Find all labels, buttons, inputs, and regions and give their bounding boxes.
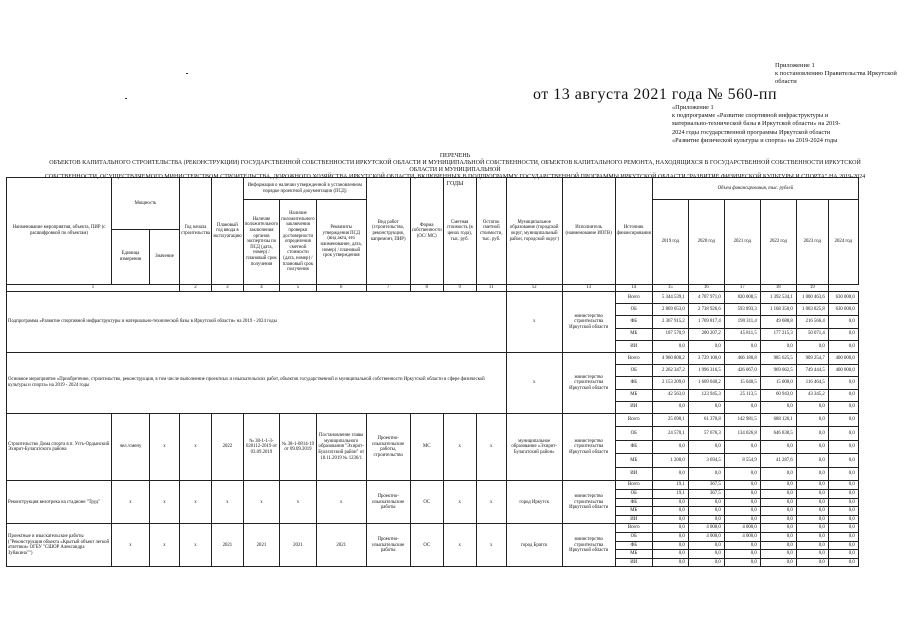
funding-value-cell: 0,0 [796, 427, 828, 441]
funding-value-cell: 0,0 [760, 550, 796, 559]
sub-appendix-line-4: 2024 годы государственной программы Иркутской области [672, 128, 831, 136]
funding-value-cell: 0,0 [828, 541, 858, 550]
funding-value-cell: 0,0 [796, 532, 828, 541]
funding-source-cell: ИИ [615, 558, 652, 567]
funding-source-cell: ФБ [615, 541, 652, 550]
row-work: Проектно-изыскательские работы, строительство [366, 413, 410, 481]
funding-value-cell: 0,0 [652, 340, 688, 352]
funding-value-cell: 1 200,0 [652, 454, 688, 468]
row-d2: 2021 [280, 524, 316, 567]
funding-value-cell: 24 570,1 [652, 427, 688, 441]
row-executor: министерство строительства Иркутской области [562, 413, 615, 481]
funding-source-cell: ФБ [615, 440, 652, 454]
funding-value-cell: 4 960 808,2 [652, 352, 688, 364]
funding-value-cell: 0,0 [652, 550, 688, 559]
column-number: 18 [760, 285, 796, 292]
head-docs-approval: Реквизиты утверждения ПСД (вид акта, его наименование, дата, номер) / плановый срок утверждения [316, 200, 366, 285]
head-value: Значение [150, 230, 180, 285]
funding-value-cell: 1 769 817,4 [688, 316, 724, 328]
funding-value-cell: 0,0 [688, 440, 724, 454]
row-year-end: 2022 [212, 413, 244, 481]
row-own: ОС [410, 481, 443, 524]
head-year-2024: 2024 год [828, 200, 858, 285]
funding-value-cell: 0,0 [652, 515, 688, 524]
funding-value-cell: 400 000,0 [828, 352, 858, 364]
funding-value-cell: 367,5 [688, 481, 724, 490]
funding-value-cell: 134 026,8 [724, 427, 760, 441]
head-name: Наименование мероприятия, объекта, ПИР (с расшифровкой по объектам) [7, 178, 112, 285]
funding-source-cell: МБ [615, 389, 652, 401]
column-number: 16 [688, 285, 724, 292]
row-d2: № 38-1-0814-19 от 09.09.2019 [280, 413, 316, 481]
funding-value-cell: 1 168 350,0 [760, 304, 796, 316]
funding-value-cell: 4 000,0 [688, 524, 724, 533]
funding-value-cell: 43 345,2 [796, 389, 828, 401]
title-line-1: ПЕРЕЧЕНЬ [439, 153, 471, 159]
funding-value-cell: 0,0 [828, 467, 858, 481]
head-unit: Единица измерения [112, 230, 150, 285]
funding-value-cell: 0,0 [724, 550, 760, 559]
row-municipality: х [506, 292, 562, 353]
funding-value-cell: 0,0 [828, 389, 858, 401]
row-year-start: х [180, 524, 212, 567]
funding-value-cell: 2 262 347,2 [652, 365, 688, 377]
funding-value-cell: 2 738 926,6 [688, 304, 724, 316]
funding-value-cell: 107 570,9 [652, 328, 688, 340]
funding-value-cell: 5 344 539,1 [652, 292, 688, 304]
row-name: Подпрограмма «Развитие спортивной инфраструктуры и материально-технической базы в Иркутской области» на 2019 - 2024 годы [7, 292, 507, 353]
funding-value-cell: 4 000,0 [724, 524, 760, 533]
funding-value-cell: 0,0 [724, 401, 760, 413]
row-d1: х [243, 481, 279, 524]
funding-value-cell: 3 694,5 [688, 454, 724, 468]
funding-value-cell: 0,0 [828, 454, 858, 468]
funding-value-cell: 60 943,0 [760, 389, 796, 401]
funding-value-cell: 0,0 [796, 515, 828, 524]
funding-source-cell: ОБ [615, 365, 652, 377]
funding-value-cell: 0,0 [724, 340, 760, 352]
funding-value-cell: 0,0 [760, 541, 796, 550]
table-row [7, 292, 859, 304]
funding-source-cell: ФБ [615, 498, 652, 507]
row-name: Строительство Дома спорта в п. Усть-Ордынский Эхирит-Булагатского района [7, 413, 112, 481]
column-number: 15 [652, 285, 688, 292]
funding-source-cell: ОБ [615, 489, 652, 498]
funding-value-cell: 25 113,5 [724, 389, 760, 401]
row-d3: х [316, 481, 366, 524]
row-executor: министерство строительства Иркутской области [562, 524, 615, 567]
funding-value-cell: 0,0 [724, 481, 760, 490]
table-row [7, 524, 859, 533]
funding-value-cell: 0,0 [760, 558, 796, 567]
funding-value-cell: 0,0 [652, 467, 688, 481]
funding-value-cell: 123 945,3 [688, 389, 724, 401]
funding-value-cell: 0,0 [796, 440, 828, 454]
funding-value-cell: 0,0 [652, 541, 688, 550]
funding-value-cell: 0,0 [828, 440, 858, 454]
funding-value-cell: 0,0 [828, 498, 858, 507]
funding-value-cell: 630 000,0 [828, 304, 858, 316]
funding-value-cell: 0,0 [688, 401, 724, 413]
row-value: х [150, 481, 180, 524]
row-own: МС [410, 413, 443, 481]
column-number: 11 [476, 285, 506, 292]
decree-line: от 13 августа 2021 года № 560-пп [533, 86, 778, 103]
funding-value-cell: 0,0 [828, 507, 858, 516]
head-docs-info: Информация о наличии утвержденной в установленном порядке проектной документации (ПСД) [243, 178, 366, 200]
funding-source-cell: ИИ [615, 340, 652, 352]
funding-value-cell: 630 000,0 [828, 292, 858, 304]
funding-value-cell: 466 180,8 [724, 352, 760, 364]
funding-value-cell: 0,0 [796, 454, 828, 468]
funding-source-cell: Всего [615, 292, 652, 304]
head-docs-positive: Наличие положительного заключения органов экспертизы по ПСД (дата, номер) / плановый срок получения [243, 200, 279, 285]
funding-value-cell: 0,0 [688, 541, 724, 550]
sub-appendix-line-1: «Приложение 1 [672, 104, 714, 111]
row-value: х [150, 524, 180, 567]
funding-value-cell: 57 676,3 [688, 427, 724, 441]
funding-value-cell: 4 000,0 [724, 532, 760, 541]
column-number: 5 [280, 285, 316, 292]
row-executor: министерство строительства Иркутской области [562, 481, 615, 524]
row-cost2: х [476, 413, 506, 481]
table-row [7, 481, 859, 490]
head-capacity: Мощность [112, 178, 180, 230]
funding-value-cell: 0,0 [760, 515, 796, 524]
row-name: Проектные и изыскательские работы ("Реконструкция объекта «Крытый объект легкой атлетики» ОГБУ "СШОР Александра Зубакина"") [7, 524, 112, 567]
funding-value-cell: 15 000,0 [760, 377, 796, 389]
head-year-2019: 2019 год [652, 200, 688, 285]
funding-value-cell: 49 688,8 [760, 316, 796, 328]
row-unit: чел./смену [112, 413, 150, 481]
funding-value-cell: 0,0 [796, 481, 828, 490]
head-year-end: Плановый год ввода в эксплуатацию [212, 178, 244, 285]
funding-value-cell: 0,0 [688, 507, 724, 516]
funding-value-cell: 688 126,1 [760, 413, 796, 427]
row-cost1: х [443, 413, 476, 481]
funding-value-cell: 0,0 [760, 532, 796, 541]
funding-value-cell: 25 690,1 [652, 413, 688, 427]
funding-value-cell: 0,0 [796, 413, 828, 427]
row-own: ОС [410, 524, 443, 567]
column-number: 13 [562, 285, 615, 292]
head-work-type: Вид работ (строительство, реконструкция, капремонт, ПИР) [366, 178, 410, 285]
head-docs-reliability: Наличие положительного заключения проверки достоверности определения сметной стоимости (дата, номер) / плановый срок получения [280, 200, 316, 285]
funding-value-cell: 985 625,5 [760, 352, 796, 364]
column-number: 6 [316, 285, 366, 292]
funding-value-cell: 200 207,2 [688, 328, 724, 340]
column-number: 4 [243, 285, 279, 292]
row-executor: министерство строительства Иркутской области [562, 352, 615, 413]
funding-value-cell: 0,0 [688, 498, 724, 507]
head-executor: Исполнитель (наименование ИОГВ) [562, 178, 615, 285]
funding-value-cell: 177 215,3 [760, 328, 796, 340]
row-cost2: х [476, 481, 506, 524]
funding-source-cell: Всего [615, 481, 652, 490]
funding-value-cell: 0,0 [760, 340, 796, 352]
sub-appendix-line-2: к подпрограмме «Развитие спортивной инфраструктуры и [672, 112, 829, 120]
head-year-2021: 2021 год [724, 200, 760, 285]
head-year-2020: 2020 год [688, 200, 724, 285]
funding-value-cell: 426 067,0 [724, 365, 760, 377]
funding-value-cell: 0,0 [688, 515, 724, 524]
funding-value-cell: 0,0 [796, 558, 828, 567]
funding-value-cell: 0,0 [828, 550, 858, 559]
row-value: х [150, 413, 180, 481]
appendix-line-2: к постановлению Правительства Иркутской области [775, 70, 897, 85]
funding-value-cell: 0,0 [652, 440, 688, 454]
row-unit: х [112, 524, 150, 567]
funding-value-cell: 0,0 [828, 413, 858, 427]
funding-value-cell: 0,0 [760, 401, 796, 413]
funding-source-cell: ИИ [615, 515, 652, 524]
funding-value-cell: 0,0 [828, 401, 858, 413]
funding-value-cell: 0,0 [828, 377, 858, 389]
funding-source-cell: ОБ [615, 427, 652, 441]
funding-value-cell: 41 287,6 [760, 454, 796, 468]
funding-value-cell: 1 609 040,2 [688, 377, 724, 389]
row-municipality: муниципальное образование «Эхирит-Булагатский район» [506, 413, 562, 481]
funding-value-cell: 50 071,4 [796, 328, 828, 340]
funding-value-cell: 0,0 [796, 489, 828, 498]
objects-table [6, 177, 859, 567]
funding-value-cell: 1 996 316,5 [688, 365, 724, 377]
funding-value-cell: 0,0 [828, 427, 858, 441]
funding-value-cell: 0,0 [724, 440, 760, 454]
row-year-start: х [180, 413, 212, 481]
funding-value-cell: 0,0 [760, 467, 796, 481]
row-name: Основное мероприятие «Приобретение, строительство, реконструкция, в том числе выполнение проектных и изыскательских работ, объектов государственной и муниципальной собственности Иркутской области в сфере физической культуры и спорта» на 2019 - 2024 годы [7, 352, 507, 413]
head-year-2022: 2022 год [760, 200, 796, 285]
funding-value-cell: 0,0 [688, 467, 724, 481]
row-d1: № 38-1-1-3-020112-2019 от 03.09.2019 [243, 413, 279, 481]
funding-value-cell: 0,0 [724, 515, 760, 524]
column-number: 1 [7, 285, 180, 292]
funding-value-cell: 61 370,8 [688, 413, 724, 427]
title-line-2: ОБЪЕКТОВ КАПИТАЛЬНОГО СТРОИТЕЛЬСТВА (РЕКОНСТРУКЦИИ) ГОСУДАРСТВЕННОЙ СОБСТВЕННОСТИ ИРКУТСКОЙ ОБЛАСТИ И МУНИЦИПАЛЬНОЙ СОБСТВЕННОСТИ, ОБЪЕКТОВ КАПИТАЛЬНОГО РЕМОНТА, НАХОДЯЩИХСЯ В ГОСУДАРСТВЕННОЙ СОБСТВЕННОСТИ ИРКУТСКОЙ ОБЛАСТИ И МУНИЦИПАЛЬНОЙ [49, 160, 861, 173]
head-year-start: Год начала строительства [180, 178, 212, 285]
funding-source-cell: МБ [615, 550, 652, 559]
head-cost-estimate: Сметная стоимость (в ценах года), тыс. руб. [443, 178, 476, 285]
scan-mark [186, 73, 188, 74]
funding-value-cell: 0,0 [828, 481, 858, 490]
funding-value-cell: 0,0 [724, 467, 760, 481]
funding-value-cell: 400 000,0 [828, 365, 858, 377]
funding-source-cell: ОБ [615, 304, 652, 316]
row-cost2: х [476, 524, 506, 567]
row-municipality: х [506, 352, 562, 413]
row-municipality: город Иркутск [506, 481, 562, 524]
funding-source-cell: Всего [615, 413, 652, 427]
head-funding-volume: Объем финансирования, тыс. рублей [652, 178, 858, 200]
appendix-line-1: Приложение 1 [775, 62, 815, 69]
funding-value-cell: 0,0 [724, 558, 760, 567]
funding-value-cell: 0,0 [688, 558, 724, 567]
column-number: 7 [366, 285, 410, 292]
funding-value-cell: 0,0 [796, 507, 828, 516]
head-municipality: Муниципальное образование (городской округ, муниципальный район, городской округ) [506, 178, 562, 285]
funding-value-cell: 3 729 100,0 [688, 352, 724, 364]
row-year-end: х [212, 481, 244, 524]
funding-value-cell: 0,0 [796, 550, 828, 559]
column-number: 8 [410, 285, 443, 292]
funding-source-cell: ФБ [615, 316, 652, 328]
row-d3: Постановление главы муниципального образования "Эхирит-Булагатский район" от 18.11.2019 № 1236/1 [316, 413, 366, 481]
row-d3: 2021 [316, 524, 366, 567]
funding-value-cell: 8 554,9 [724, 454, 760, 468]
funding-source-cell: ИИ [615, 467, 652, 481]
funding-value-cell: 0,0 [652, 498, 688, 507]
sub-appendix-note [672, 104, 902, 145]
head-year-2023: 2023 год [796, 200, 828, 285]
column-numbers-row [7, 285, 859, 292]
funding-value-cell: 0,0 [724, 541, 760, 550]
funding-value-cell: 0,0 [688, 550, 724, 559]
row-cost1: х [443, 524, 476, 567]
funding-value-cell: 0,0 [652, 558, 688, 567]
funding-value-cell: 1 000 463,6 [796, 292, 828, 304]
funding-value-cell: 0,0 [760, 481, 796, 490]
funding-value-cell: 0,0 [652, 401, 688, 413]
table-row [7, 413, 859, 427]
column-number: 19 [796, 285, 828, 292]
row-year-end: 2021 [212, 524, 244, 567]
funding-value-cell: 0,0 [724, 489, 760, 498]
funding-source-cell: МБ [615, 507, 652, 516]
funding-value-cell: 0,0 [796, 541, 828, 550]
funding-value-cell: 4 707 971,0 [688, 292, 724, 304]
sub-appendix-line-3: материально-технической базы в Иркутской области» на 2019- [672, 120, 841, 128]
funding-value-cell: 45 811,5 [724, 328, 760, 340]
row-d2: х [280, 481, 316, 524]
funding-value-cell: 646 838,5 [760, 427, 796, 441]
funding-value-cell: 0,0 [760, 507, 796, 516]
funding-source-cell: ФБ [615, 377, 652, 389]
title-line-3: СОБСТВЕННОСТИ, ОСУЩЕСТВЛЯЕМОГО МИНИСТЕРСТВОМ СТРОИТЕЛЬСТВА, ДОРОЖНОГО ХОЗЯЙСТВА ИРКУТСКОЙ ОБЛАСТИ, ВКЛЮЧЕННЫХ В ПОДПРОГРАММУ ГОСУДАРСТВЕННОЙ ПРОГРАММЫ ИРКУТСКОЙ ОБЛАСТИ "РАЗВИТИЕ ФИЗИЧЕСКОЙ КУЛЬТУРЫ И СПОРТА" НА 2019-2024 ГОДЫ [44, 174, 866, 187]
funding-source-cell: Всего [615, 524, 652, 533]
appendix-note [775, 62, 905, 86]
scan-mark [125, 98, 127, 99]
row-executor: министерство строительства Иркутской области [562, 292, 615, 353]
row-municipality: город Братск [506, 524, 562, 567]
funding-value-cell: 0,0 [828, 340, 858, 352]
funding-value-cell: 0,0 [828, 328, 858, 340]
funding-value-cell: 1 003 825,8 [796, 304, 828, 316]
row-work: Проектно-изыскательские работы [366, 481, 410, 524]
funding-value-cell: 1 392 534,1 [760, 292, 796, 304]
funding-source-cell: ОБ [615, 532, 652, 541]
funding-source-cell: Всего [615, 352, 652, 364]
column-number: 17 [724, 285, 760, 292]
funding-source-cell: ИИ [615, 401, 652, 413]
table-row [7, 352, 859, 364]
column-number: 2 [180, 285, 212, 292]
funding-value-cell: 19,1 [652, 481, 688, 490]
funding-value-cell: 19,1 [652, 489, 688, 498]
head-cost-remaining: Остаток сметной стоимости, тыс. руб. [476, 178, 506, 285]
funding-value-cell: 2 367 915,2 [652, 316, 688, 328]
funding-value-cell: 0,0 [828, 524, 858, 533]
funding-value-cell: 0,0 [796, 467, 828, 481]
row-year-start: х [180, 481, 212, 524]
funding-value-cell: 0,0 [724, 498, 760, 507]
funding-value-cell: 0,0 [652, 524, 688, 533]
funding-value-cell: 42 563,0 [652, 389, 688, 401]
funding-source-cell: МБ [615, 454, 652, 468]
row-d1: 2021 [243, 524, 279, 567]
funding-value-cell: 0,0 [796, 498, 828, 507]
funding-value-cell: 0,0 [828, 489, 858, 498]
funding-value-cell: 0,0 [652, 507, 688, 516]
funding-value-cell: 0,0 [796, 401, 828, 413]
funding-value-cell: 909 254,7 [796, 352, 828, 364]
head-ownership: Форма собственности (ОС/ МС) [410, 178, 443, 285]
row-cost1: х [443, 481, 476, 524]
funding-value-cell: 0,0 [760, 498, 796, 507]
funding-value-cell: 969 662,5 [760, 365, 796, 377]
column-number: 14 [615, 285, 652, 292]
funding-value-cell: 0,0 [828, 532, 858, 541]
funding-value-cell: 0,0 [724, 507, 760, 516]
funding-value-cell: 0,0 [828, 515, 858, 524]
column-number: 3 [212, 285, 244, 292]
funding-value-cell: 216 566,4 [796, 316, 828, 328]
row-work: Проектно-изыскательские работы [366, 524, 410, 567]
funding-value-cell: 4 000,0 [688, 532, 724, 541]
funding-value-cell: 0,0 [828, 316, 858, 328]
sub-appendix-line-5: «Развитие физической культуры и спорта» на 2019-2024 годы [672, 136, 838, 144]
funding-value-cell: 367,5 [688, 489, 724, 498]
funding-value-cell: 0,0 [688, 340, 724, 352]
column-number: 12 [506, 285, 562, 292]
funding-source-cell: МБ [615, 328, 652, 340]
funding-value-cell: 2 869 053,0 [652, 304, 688, 316]
funding-value-cell: 190 311,4 [724, 316, 760, 328]
funding-value-cell: 0,0 [796, 340, 828, 352]
funding-value-cell: 0,0 [828, 558, 858, 567]
funding-value-cell: 2 153 209,0 [652, 377, 688, 389]
funding-value-cell: 15 040,5 [724, 377, 760, 389]
funding-value-cell: 0,0 [796, 524, 828, 533]
funding-value-cell: 0,0 [652, 532, 688, 541]
funding-value-cell: 116 464,5 [796, 377, 828, 389]
funding-value-cell: 593 893,3 [724, 304, 760, 316]
row-unit: х [112, 481, 150, 524]
funding-value-cell: 0,0 [760, 524, 796, 533]
row-name: Реконструкция велотрека на стадионе "Труд" [7, 481, 112, 524]
funding-value-cell: 0,0 [760, 440, 796, 454]
funding-value-cell: 749 444,5 [796, 365, 828, 377]
funding-value-cell: 0,0 [760, 489, 796, 498]
column-number: 9 [443, 285, 476, 292]
head-funding-source: Источник финансирования [615, 178, 652, 285]
funding-value-cell: 142 981,5 [724, 413, 760, 427]
funding-value-cell: 820 008,5 [724, 292, 760, 304]
